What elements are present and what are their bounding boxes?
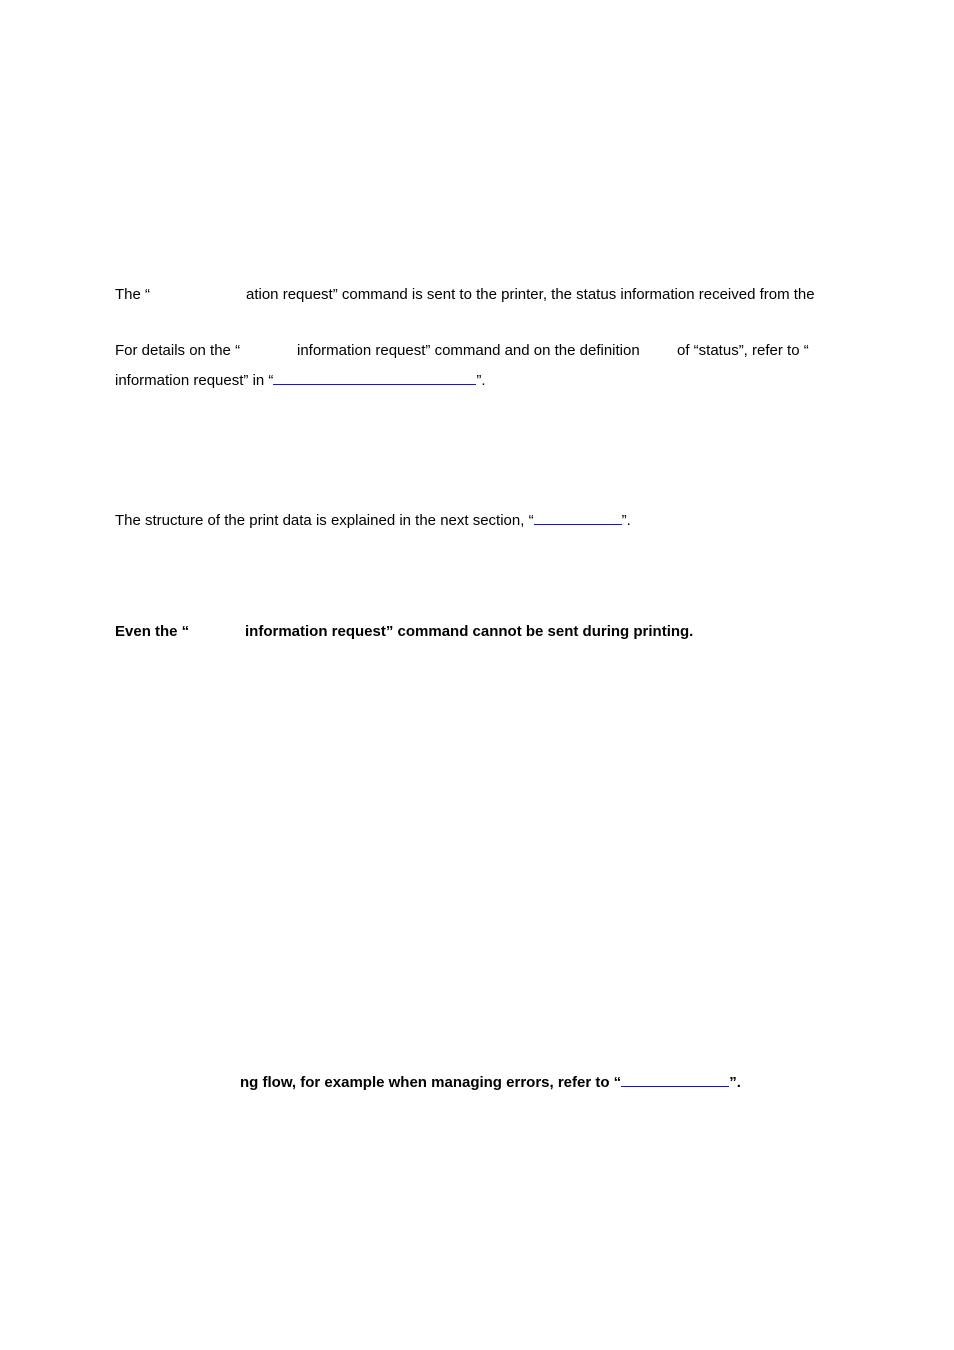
- text-segment: information request” command cannot be sent during printing.: [245, 623, 694, 640]
- text-segment: The structure of the print data is explained in the next section, “: [115, 512, 534, 529]
- paragraph-details-line1-c: [677, 342, 809, 360]
- text-segment: ng flow, for example when managing errors, refer to “: [240, 1074, 622, 1091]
- paragraph-details-line1-b: [297, 342, 640, 360]
- text-segment: For details on the “: [115, 342, 241, 359]
- text-segment: ation request” command is sent to the printer, the status information received from the: [246, 286, 815, 303]
- flow-reference-link[interactable]: [621, 1072, 729, 1087]
- paragraph-status-request-continued: [246, 286, 815, 304]
- section-link[interactable]: [534, 510, 622, 525]
- text-segment: The “: [115, 286, 151, 303]
- text-segment: ”.: [476, 372, 486, 389]
- warning-note: [115, 623, 189, 641]
- text-segment: of “status”, refer to “: [677, 342, 809, 359]
- paragraph-details-line1: [115, 342, 240, 360]
- text-segment: information request” command and on the definition: [297, 342, 640, 359]
- reference-link[interactable]: [273, 370, 476, 385]
- text-segment: ”.: [621, 512, 631, 529]
- warning-note-continued: [245, 623, 693, 641]
- paragraph-details-line2: [115, 370, 486, 390]
- flow-reference-note: [240, 1072, 741, 1092]
- text-segment: information request” in “: [115, 372, 274, 389]
- text-segment: ”.: [729, 1074, 741, 1091]
- text-segment: Even the “: [115, 623, 190, 640]
- paragraph-print-data-structure: [115, 510, 631, 530]
- paragraph-status-request: [115, 286, 150, 304]
